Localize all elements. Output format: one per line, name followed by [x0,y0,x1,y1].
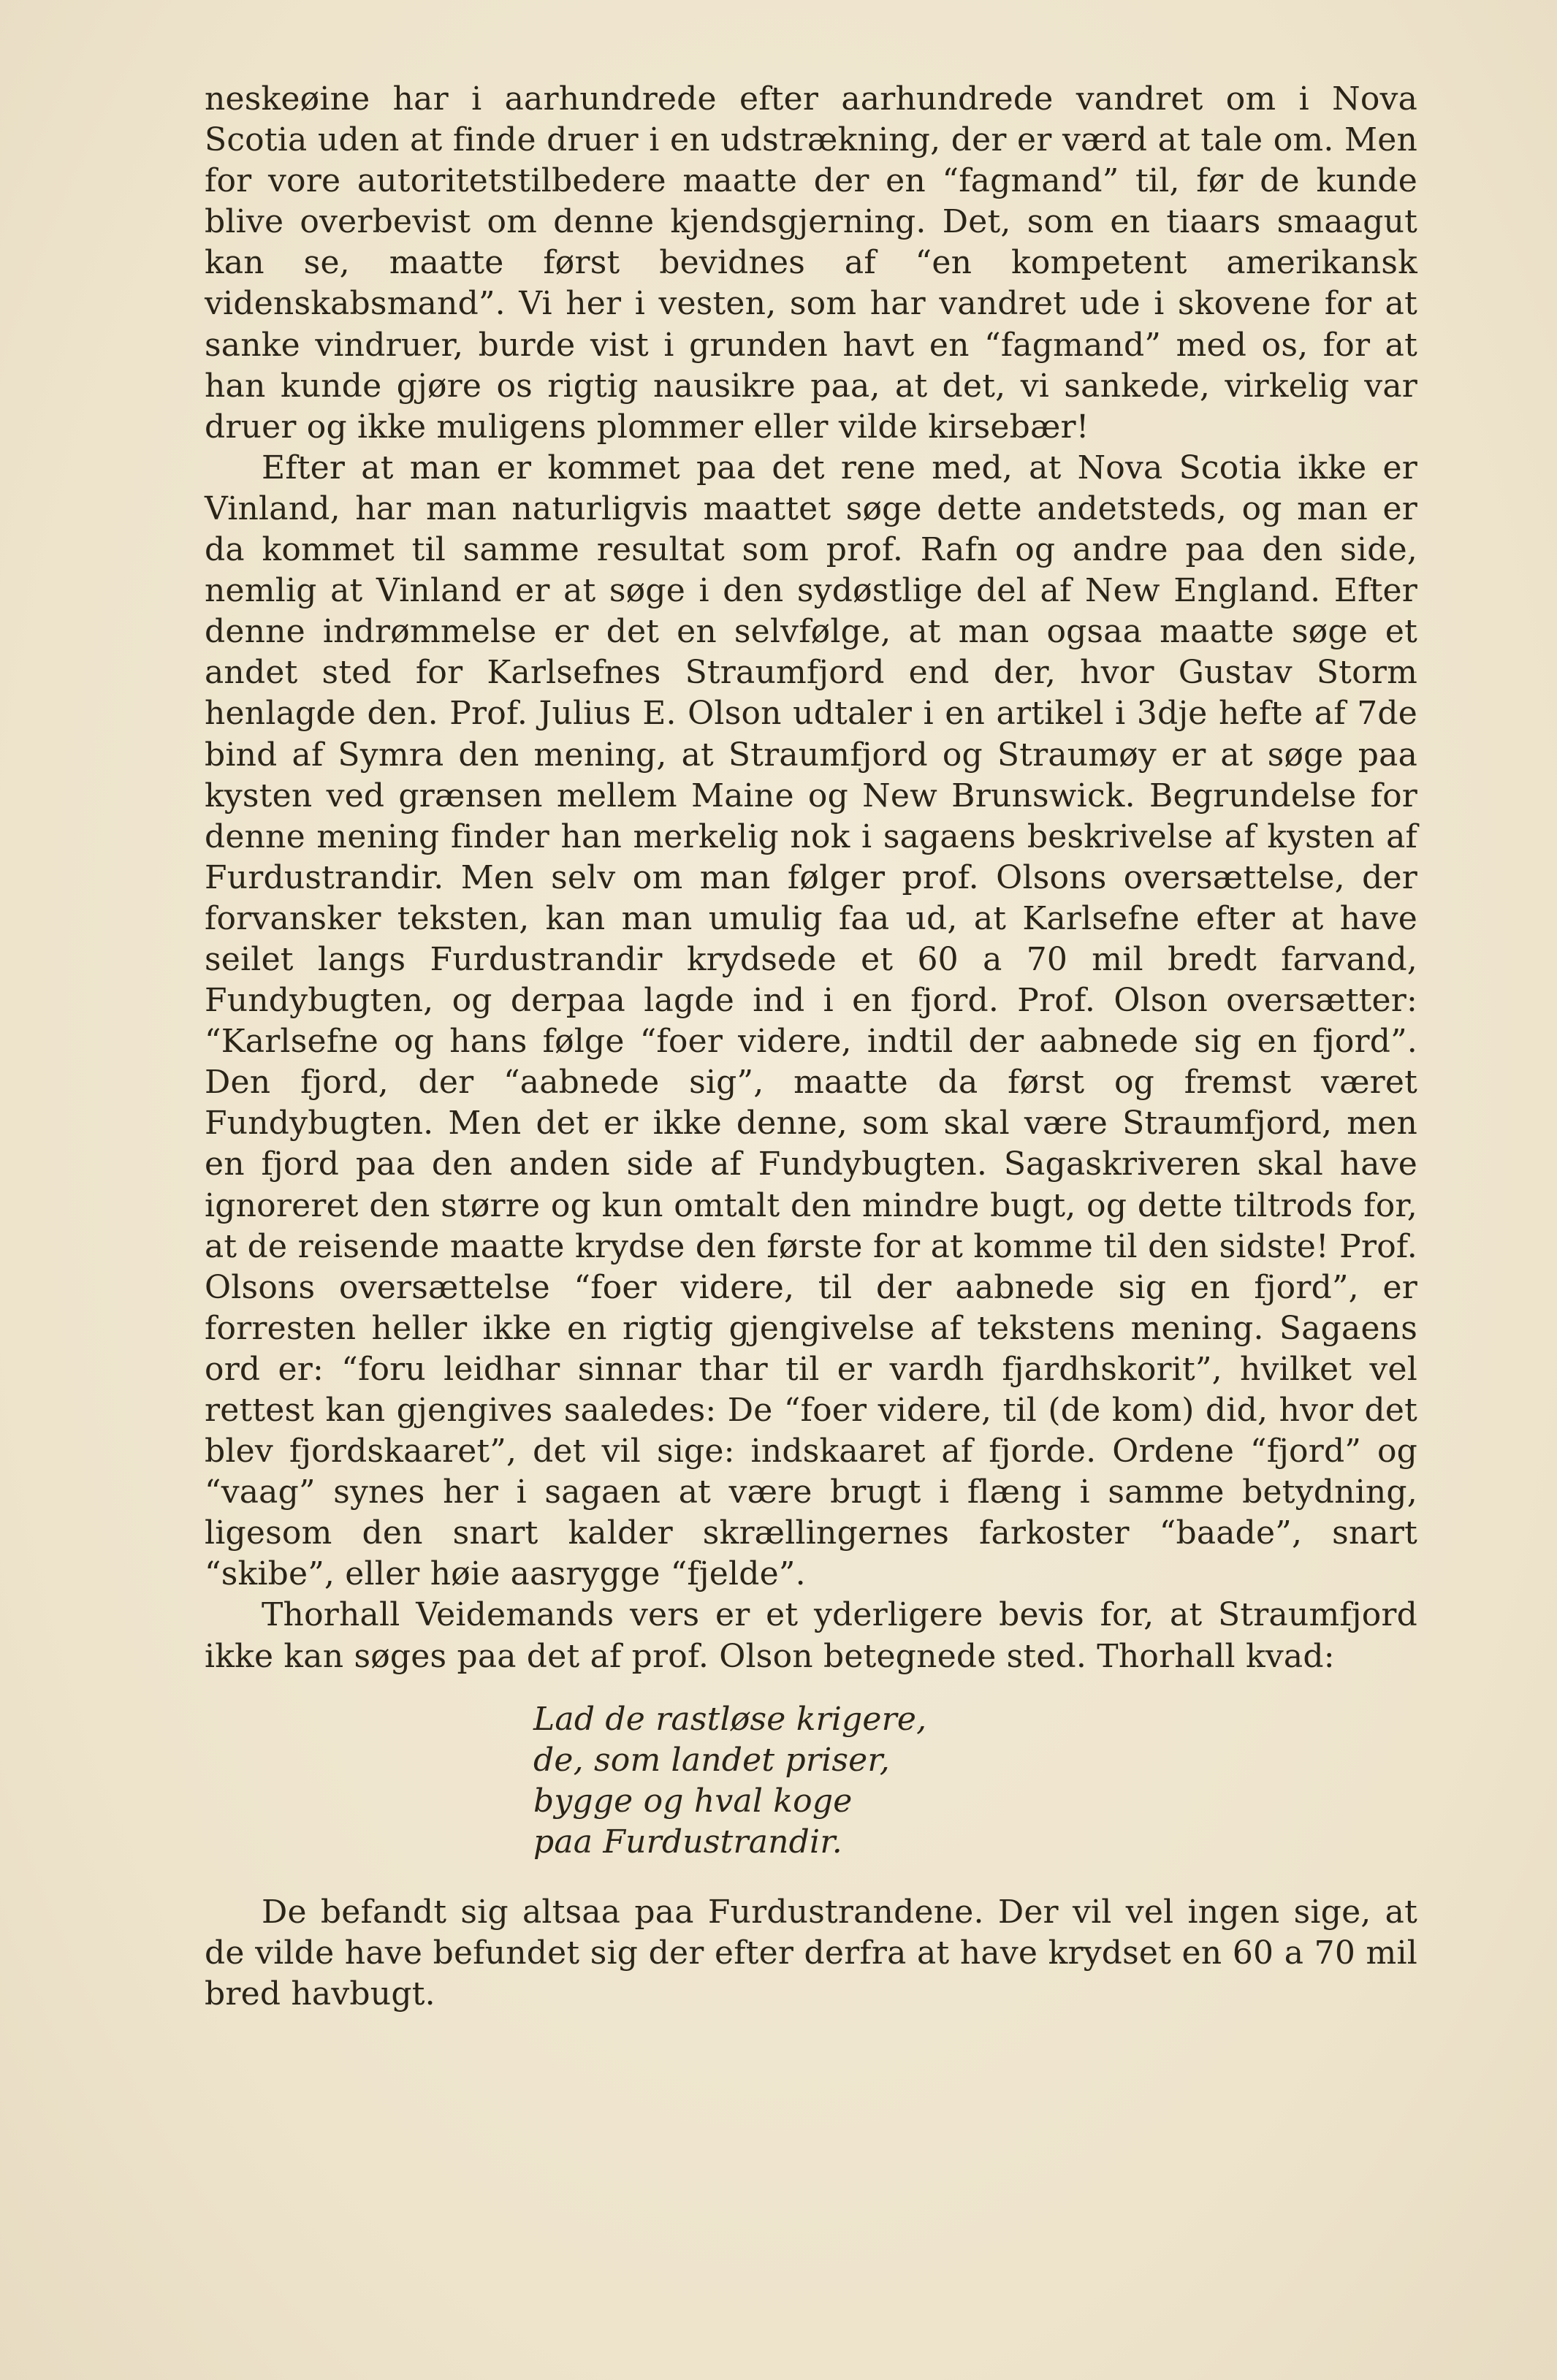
poem-line-4: paa Furdustrandir. [533,1823,842,1861]
poem-line-2: de, som landet priser, [533,1741,890,1779]
paragraph-2: Efter at man er kommet paa det rene med, at Nova Scotia ikke er Vinland, har man naturligvis maattet søge dette andetsteds, og man er da kommet til samme resultat som prof. Rafn og andre paa den side, nemlig at Vinland er at søge i den sydøstlige del af New England. Efter denne indrømmelse er det en selvfølge, at man ogsaa maatte søge et andet sted for Karlsefnes Straumfjord end der, hvor Gustav Storm henlagde den. Prof. Julius E. Olson udtaler i en artikel i 3dje hefte af 7de bind af Symra den mening, at Straumfjord og Straumøy er at søge paa kysten ved grænsen mellem Maine og New Brunswick. Begrundelse for denne mening finder han merkelig nok i sagaens beskrivelse af kysten af Furdustrandir. Men selv om man følger prof. Olsons oversættelse, der forvansker teksten, kan man umulig faa ud, at Karlsefne efter at have seilet langs Furdustrandir krydsede et 60 a 70 mil bredt farvand, Fundybugten, og derpaa lagde ind i en fjord. Prof. Olson oversætter: “Karlsefne og hans følge “foer videre, indtil der aabnede sig en fjord”. Den fjord, der “aabnede sig”, maatte da først og fremst været Fundybugten. Men det er ikke denne, som skal være Straumfjord, men en fjord paa den anden side af Fundybugten. Sagaskriveren skal have ignoreret den større og kun omtalt den mindre bugt, og dette tiltrods for, at de reisende maatte krydse den første for at komme til den sidste! Prof. Olsons oversættelse “foer videre, til der aabnede sig en fjord”, er forresten heller ikke en rigtig gjengivelse af tekstens mening. Sagaens ord er: “foru leidhar sinnar thar til er vardh fjardhskorit”, hvilket vel rettest kan gjengives saaledes: De “foer videre, til (de kom) did, hvor det blev fjordskaaret”, det vil sige: indskaaret af fjorde. Ordene “fjord” og “vaag” synes her i sagaen at være brugt i flæng i samme betydning, ligesom den snart kalder skrællingernes farkoster “baade”, snart “skibe”, eller høie aasrygge “fjelde”. [205,449,1417,1593]
paragraph-1: neskeøine har i aarhundrede efter aarhundrede vandret om i Nova Scotia uden at finde druer i en udstrækning, der er værd at tale om. Men for vore autoritetstilbedere maatte der en “fagmand” til, før de kunde blive overbevist om denne kjendsgjerning. Det, som en tiaars smaagut kan se, maatte først bevidnes af “en kompetent amerikansk videnskabsmand”. Vi her i vesten, som har vandret ude i skovene for at sanke vindruer, burde vist i grunden havt en “fagmand” med os, for at han kunde gjøre os rigtig nausikre paa, at det, vi sankede, virkelig var druer og ikke muligens plommer eller vilde kirsebær! [205,80,1417,446]
poem-line-1: Lad de rastløse krigere, [533,1700,927,1738]
poem-verse [533,1699,1417,1863]
paragraph-closing: De befandt sig altsaa paa Furdustrandene. Der vil vel ingen sige, at de vilde have befundet sig der efter derfra at have krydset en 60 a 70 mil bred havbugt. [205,1893,1417,2013]
body-text [205,79,1417,2015]
paragraph-3: Thorhall Veidemands vers er et yderligere bevis for, at Straumfjord ikke kan søges paa det af prof. Olson betegnede sted. Thorhall kvad: [205,1596,1417,1675]
poem-line-3: bygge og hval koge [533,1782,853,1820]
